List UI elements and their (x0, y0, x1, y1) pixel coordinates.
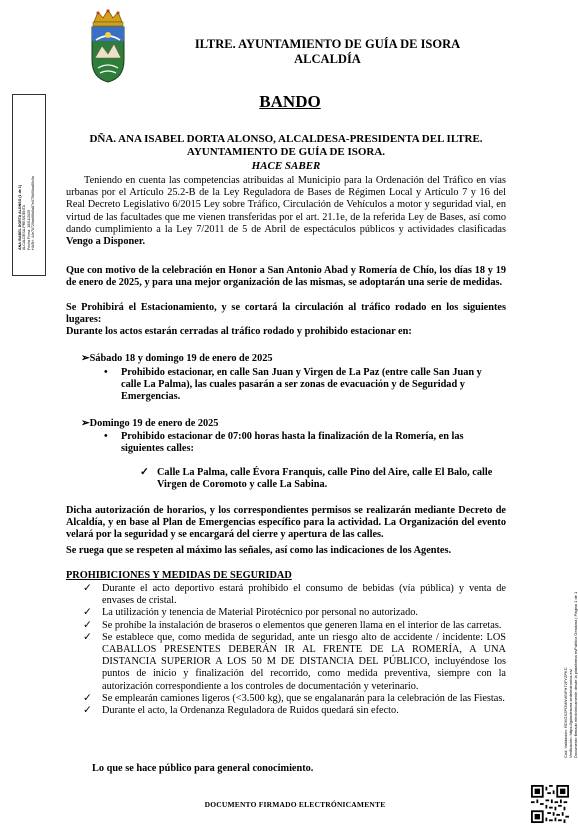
header-organization (150, 37, 505, 67)
check-icon: ✓ (83, 607, 92, 619)
header-line-2: ALCALDÍA (294, 52, 361, 66)
footer-signed-note: DOCUMENTO FIRMADO ELECTRÓNICAMENTE (204, 800, 386, 809)
prohibiciones-heading: PROHIBICIONES Y MEDIDAS DE SEGURIDAD (66, 570, 292, 581)
list-item (80, 705, 506, 717)
day1-bullet-text: Prohibido estacionar, en calle San Juan y Virgen de La Paz (entre calle San Juan y calle La Palma), las cuales pasarán a ser zonas de evacuación y de Seguridad y Emergencias. (121, 367, 482, 403)
check-icon: ✓ (83, 705, 92, 717)
signer-line-2: AYUNTAMIENTO DE GUÍA DE ISORA. (186, 146, 386, 158)
intro-paragraph (66, 175, 506, 248)
check-icon: ✓ (83, 619, 92, 631)
intro-text: Teniendo en cuenta las competencias atribuidas al Municipio para la Ordenación del Tráfico en vías urbanas por el Artículo 25.2-B de la Ley Reguladora de Bases de Régimen Local y Artículo 7 y 16 del Real Decreto Legislativo 6/2015 Ley sobre Tráfico, Circulación de Vehículos a motor y seguridad vial, en virtud de las facultades que me vienen transferidas por el art. 21.1e, de la referida Ley de Bases, así como dando cumplimiento a la Ley 7/2011 de 5 de Abril de espectáculos públicos y actividades clasificadas (66, 175, 506, 235)
platform-note: Documento firmado electrónicamente desde la plataforma esPublico Gestiona | Página 1 de 1 (573, 591, 578, 758)
check-icon: ✓ (83, 583, 92, 594)
paragraph-autorizacion: Dicha autorización de horarios, y los correspondientes permisos se realizarán mediante Decreto de Alcaldía, y en base al Plan de Emergencias específico para la actividad. La Organización del evento velará por la seguridad y se encargará del cierre y apertura de las calles. (66, 505, 506, 541)
signature-stamp-text (18, 90, 36, 250)
day2-bullet-text: Prohibido estacionar de 07:00 horas hasta la finalización de la Romería, en las siguientes calles: (121, 431, 464, 455)
day2-label: Domingo 19 de enero de 2025 (89, 418, 219, 429)
document-title: BANDO (259, 92, 321, 111)
check-icon: ✓ (83, 692, 92, 704)
stamp-role: ALCALDESA-PRESIDENTA (22, 204, 27, 250)
list-item-text: Se prohíbe la instalación de braseros o elementos que generen llama en el interior de las carretas. (102, 619, 502, 631)
arrow-icon: ➢ (81, 353, 90, 364)
header-line-1: ILTRE. AYUNTAMIENTO DE GUÍA DE ISORA (194, 37, 461, 51)
list-item-text: Se emplearán camiones ligeros (<3.500 kg), que se engalanarán para la celebración de las Fiestas. (102, 692, 505, 704)
list-item-text: Se establece que, como medida de seguridad, ante un riesgo alto de accidente / incidente: LOS CABALLOS PRESENTES DEBERÁN IR AL FRENTE DE LA ROMERÍA, A UNA DISTANCIA SUPERIOR A LOS 50 M DE DISTANCIA DEL PÚBLICO, incluyéndose los puntos de inicio y finalización del recorrido, como medida preventiva, siempre con la autorización correspondiente a los controles de documentación y veterinario. (102, 631, 506, 692)
stamp-date: Fecha Firma: 16/01/2025 (26, 209, 31, 250)
check-icon: ✓ (140, 467, 149, 478)
validation-code: Cód. Validación: RDXGX2POMNWNFH72FYZPKC (563, 667, 568, 758)
stamp-signer: ANA ISABEL DORTA ALONSO (1 de 1) (18, 185, 22, 250)
day2-heading (81, 418, 218, 430)
paragraph-motivo: Que con motivo de la celebración en Honor a San Antonio Abad y Romería de Chío, los días 18 y 19 de enero de 2025, y para una mejor organización de las mismas, se adoptarán una serie de medidas. (66, 265, 506, 289)
list-item (80, 607, 506, 619)
signer-line-1: DÑA. ANA ISABEL DORTA ALONSO, ALCALDESA-PRESIDENTA DEL ILTRE. (89, 133, 483, 145)
day2-check-item (140, 467, 505, 491)
bullet-icon: • (104, 367, 108, 378)
bullet-icon: • (104, 431, 108, 442)
validation-metadata (563, 518, 578, 758)
hace-saber-heading: HACE SABER (251, 160, 321, 172)
closing-statement: Lo que se hace público para general conocimiento. (92, 763, 314, 774)
list-item-text: Durante el acto deportivo estará prohibido el consumo de bebidas (vía pública) y venta de envases de cristal. (102, 583, 506, 607)
check-icon: ✓ (83, 631, 92, 643)
day2-bullet (104, 431, 504, 455)
arrow-icon: ➢ (81, 418, 90, 429)
day1-heading (81, 353, 273, 365)
list-item (80, 693, 506, 705)
prohibiciones-list (80, 583, 506, 717)
day2-check-text: Calle La Palma, calle Évora Franquis, calle Pino del Aire, calle El Balo, calle Virgen de Coromoto y calle La Sabina. (157, 467, 493, 491)
municipal-crest-icon (86, 8, 130, 84)
paragraph-ruega: Se ruega que se respeten al máximo las señales, así como las indicaciones de los Agentes. (66, 545, 452, 556)
paragraph-prohibira: Se Prohibirá el Estacionamiento, y se cortará la circulación al tráfico rodado en los siguientes lugares: (66, 302, 506, 326)
signer-block (66, 133, 506, 159)
list-item (80, 583, 506, 607)
day1-label: Sábado 18 y domingo 19 de enero de 2025 (89, 353, 273, 364)
verification-url[interactable]: Verificación: https://guiadeisora.sedelectronica.es/ (568, 669, 573, 758)
list-item (80, 620, 506, 632)
list-item (80, 632, 506, 693)
list-item-text: Durante el acto, la Ordenanza Reguladora de Ruidos quedará sin efecto. (102, 705, 399, 717)
qr-code-icon[interactable] (531, 785, 569, 823)
stamp-hash: HASH: 44e76729ab66b8a87e075b00ba80c0a (31, 176, 36, 250)
list-item-text: La utilización y tenencia de Material Pirotécnico por personal no autorizado. (102, 607, 418, 619)
day1-bullet (104, 367, 504, 404)
paragraph-durante: Durante los actos estarán cerradas al tráfico rodado y prohibido estacionar en: (66, 326, 412, 337)
intro-bold-end: Vengo a Disponer. (66, 236, 146, 248)
